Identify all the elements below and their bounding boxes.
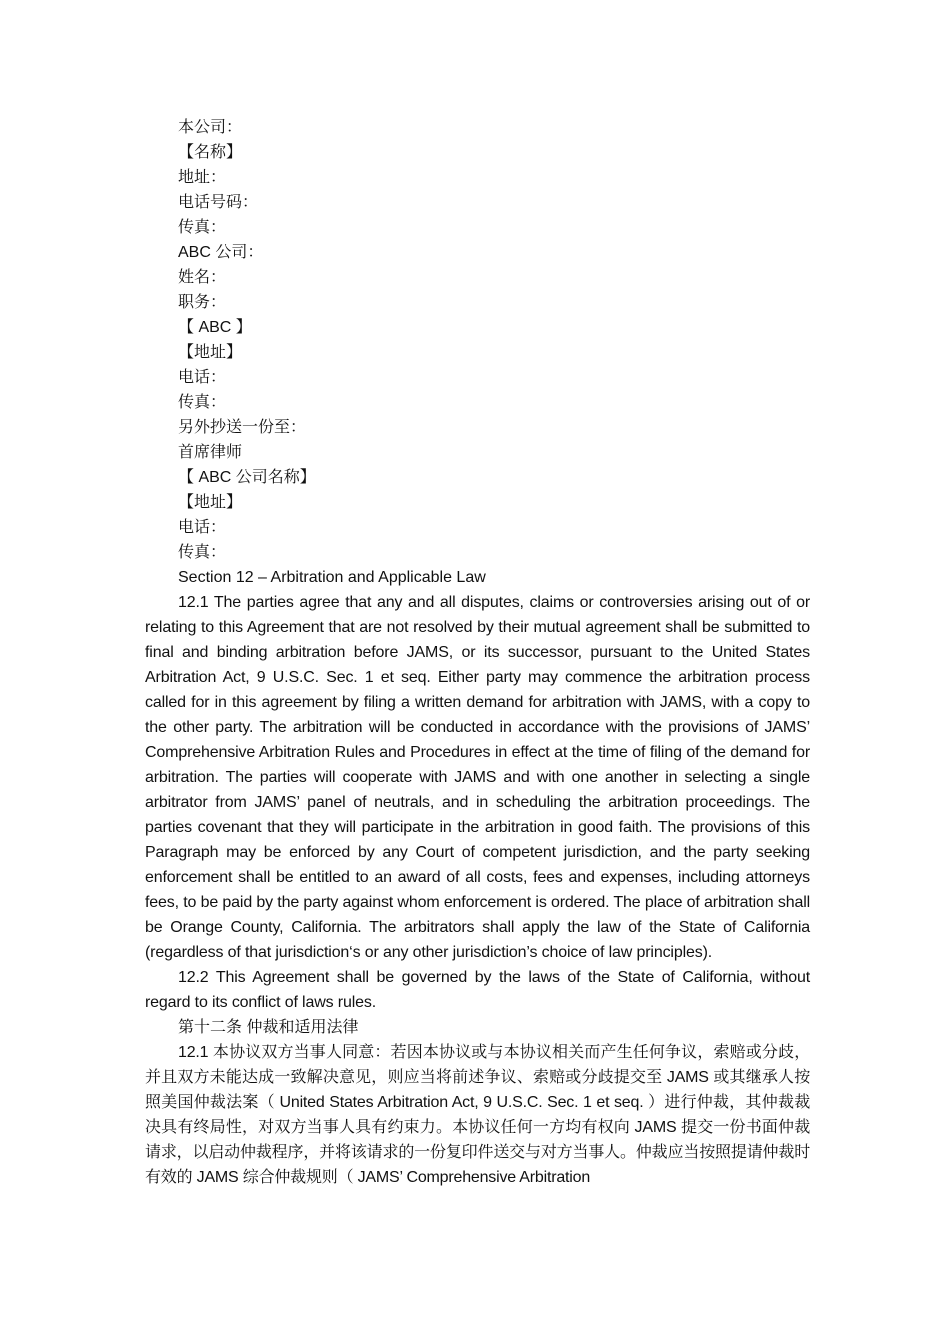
paragraph-12-1-chinese: 12.1 本协议双方当事人同意：若因本协议或与本协议相关而产生任何争议，索赔或分歧，并且双方未能达成一致解决意见，则应当将前述争议、索赔或分歧提交至 JAMS 或其继承人按照美国仲裁法案（ United States Arbitration Act, 9 U.S.C. Sec. 1 et seq. ）进行仲裁，其仲裁裁决具有终局性，对双方当事人具有约束力。本协议任何一方均有权向 JAMS 提交一份书面仲裁请求，以启动仲裁程序，并将该请求的一份复印件送交与对方当事人。仲裁应当按照提请仲裁时有效的 JAMS 综合仲裁规则（ JAMS’ Comprehensive Arbitration bbox=[145, 1044, 810, 1186]
address-label: 地址： bbox=[178, 169, 227, 186]
phone-number-label: 电话号码： bbox=[178, 194, 259, 211]
section-12-heading-chinese: 第十二条 仲裁和适用法律 bbox=[178, 1019, 359, 1036]
name-label: 姓名： bbox=[178, 269, 227, 286]
address-placeholder: 【地址】 bbox=[178, 344, 243, 361]
phone-label-2: 电话： bbox=[178, 519, 227, 536]
paragraph-12-1-english: 12.1 The parties agree that any and all disputes, claims or controversies arising out of or relating to this Agreement that are not resolved by their mutual agreement shall be submitted to final and binding arbitration before JAMS, or its successor, pursuant to the United States Arbitration Act, 9 U.S.C. Sec. 1 et seq. Either party may commence the arbitration process called for in this agreement by filing a written demand for arbitration with JAMS, with a copy to the other party. The arbitration will be conducted in accordance with the provisions of JAMS’ Comprehensive Arbitration Rules and Procedures in effect at the time of filing of the demand for arbitration. The parties will cooperate with JAMS and with one another in selecting a single arbitrator from JAMS’ panel of neutrals, and in scheduling the arbitration proceedings. The parties covenant that they will participate in the arbitration in good faith. The provisions of this Paragraph may be enforced by any Court of competent jurisdiction, and the party seeking enforcement shall be entitled to an award of all costs, fees and expenses, including attorneys fees, to be paid by the party against whom enforcement is ordered. The place of arbitration shall be Orange County, California. The arbitrators shall apply the law of the State of California (regardless of that jurisdiction‘s or any other jurisdiction’s choice of law principles). bbox=[145, 594, 810, 961]
section-12-heading: Section 12 – Arbitration and Applicable Law bbox=[178, 569, 486, 586]
abc-company-name-placeholder: 【 ABC 公司名称】 bbox=[178, 469, 316, 486]
abc-company-label: ABC 公司： bbox=[178, 244, 264, 261]
chief-counsel-label: 首席律师 bbox=[178, 444, 243, 461]
fax-label-3: 传真： bbox=[178, 544, 227, 561]
company-name-placeholder: 【名称】 bbox=[178, 144, 243, 161]
company-label: 本公司： bbox=[178, 119, 243, 136]
fax-label: 传真： bbox=[178, 219, 227, 236]
document-page bbox=[145, 115, 810, 1190]
fax-label-2: 传真： bbox=[178, 394, 227, 411]
phone-label: 电话： bbox=[178, 369, 227, 386]
copy-to-label: 另外抄送一份至： bbox=[178, 419, 307, 436]
address-placeholder-2: 【地址】 bbox=[178, 494, 243, 511]
abc-placeholder: 【 ABC 】 bbox=[178, 319, 252, 336]
title-label: 职务： bbox=[178, 294, 227, 311]
paragraph-12-2-english: 12.2 This Agreement shall be governed by the laws of the State of California, without regard to its conflict of laws rules. bbox=[145, 969, 810, 1011]
